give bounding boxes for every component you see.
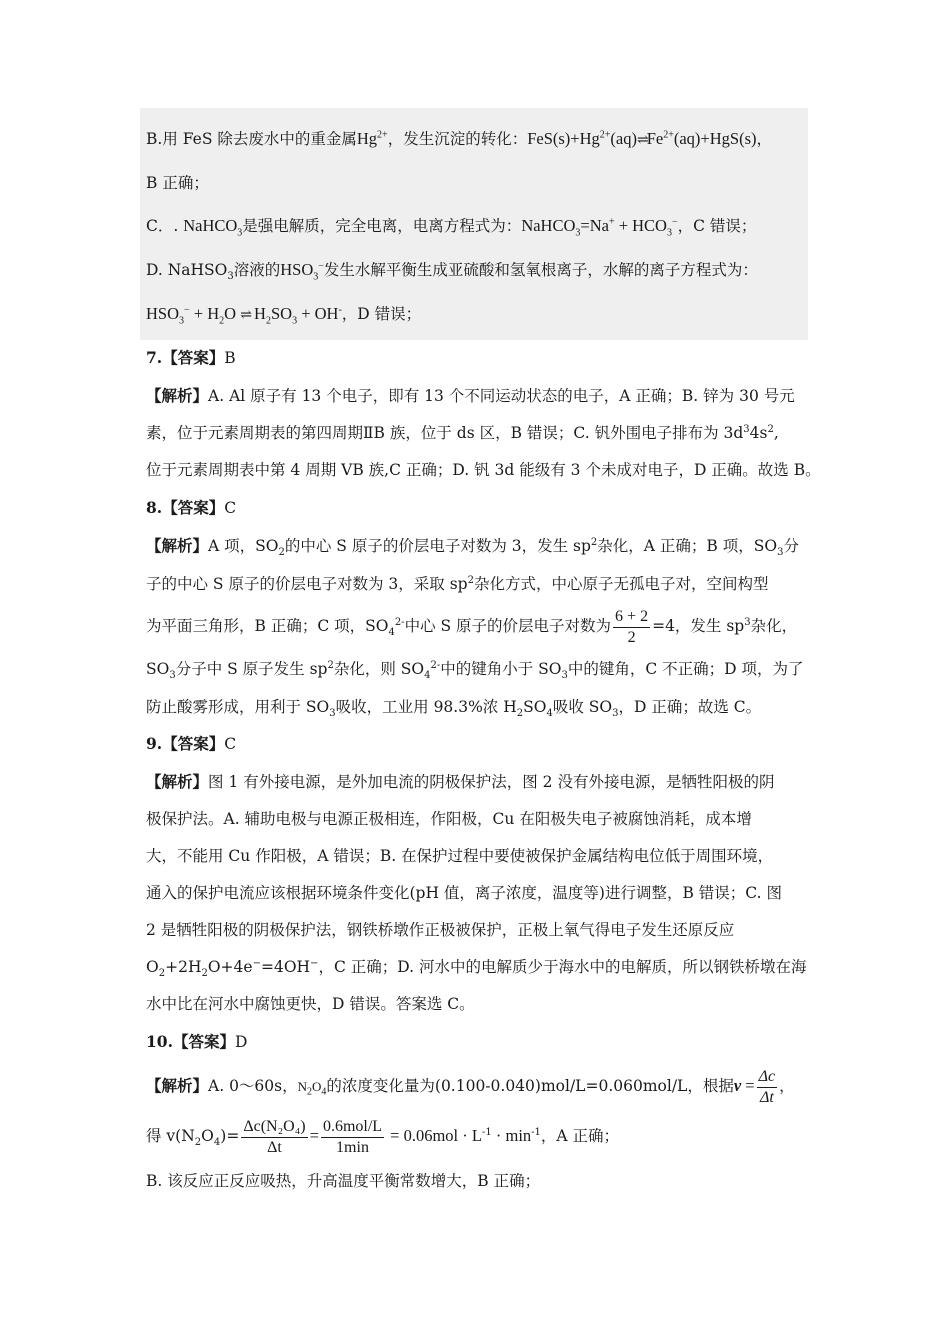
- q8-analysis-line2: 子的中心 S 原子的价层电子对数为 3，采取 $sp^2$杂化方式，中心原子无孤电子对，空间构型: [146, 574, 769, 593]
- text: 溶液的: [233, 261, 281, 279]
- text: 发生水解平衡生成亚硫酸和氢氧根离子，水解的离子方程式为：: [323, 261, 758, 279]
- text: · min: [491, 1126, 532, 1145]
- answer-label: 【答案】: [172, 1032, 235, 1051]
- text: ，D 错误；: [341, 305, 422, 323]
- answer-value: C: [224, 499, 237, 517]
- text: 中的键角小于 SO: [440, 660, 562, 678]
- fraction-delta-c: [241, 1117, 307, 1158]
- answer-value: D: [234, 1033, 248, 1051]
- text: 的中心 S 原子的价层电子对数为 3，发生 sp: [284, 537, 591, 555]
- answer-value: B: [224, 349, 236, 367]
- text: SO: [146, 660, 170, 678]
- q9-analysis-line6: $O_2+2H_2O+4e^-=4OH^-$，C 正确；D. 河水中的电解质少于海水中的电解质，所以钢铁桥墩在海: [146, 957, 807, 980]
- text: O+4e: [207, 958, 253, 976]
- text: 中的键角，C 不正确；D 项，为了: [567, 660, 804, 678]
- q8-analysis-line3: 为平面三角形，B 正确；C 项，$SO_4^{2-}$中心 S 原子的价层电子对数为 $\frac{6 + 2}{2}$ =4，发生 $sp^3$杂化，: [146, 607, 798, 646]
- text: +2H: [165, 958, 202, 976]
- text: 4s: [749, 424, 768, 442]
- q7-analysis-line1: [146, 385, 795, 407]
- fraction-value: [321, 1117, 384, 1158]
- answer-label: 【答案】: [162, 734, 225, 753]
- fraction-denominator: Δt: [267, 1138, 282, 1156]
- text: O: [201, 1127, 214, 1145]
- text: 防止酸雾形成，用利于 SO: [146, 698, 330, 716]
- fraction-rate: $\frac{\Delta c}{\Delta t}$: [758, 1067, 776, 1106]
- option-d-equation: $HSO_3^- + H_2O$ ⇌ $H_2SO_3 + OH^-$，D 错误；: [146, 304, 422, 327]
- question-number: 8.: [146, 498, 163, 517]
- text: = 0.06mol · L: [386, 1126, 482, 1145]
- text: 的浓度变化量为(0.100-0.040)mol/L=0.060mol/L，根据: [326, 1077, 734, 1095]
- answer-label: 【答案】: [162, 498, 225, 517]
- answer-label: 【答案】: [162, 348, 225, 367]
- option-b-line: B.用 FeS 除去废水中的重金属$Hg^{2+}$，发生沉淀的转化：$FeS(s)+Hg^{2+}(aq)\rightleftharpoons Fe^{2+}(aq)+HgS(s)$，: [146, 129, 772, 148]
- q10-analysis-line3: B. 该反应正反应吸热，升高温度平衡常数增大，B 正确；: [146, 1172, 541, 1190]
- text: 中心 S 原子的价层电子对数为: [404, 617, 612, 635]
- text: 是强电解质，完全电离，电离方程式为：: [242, 217, 522, 235]
- text: )=: [220, 1127, 240, 1145]
- text: 分子中 S 原子发生 sp: [175, 660, 328, 678]
- text: ，D 正确；故选 C。: [618, 698, 762, 716]
- text: 杂化，: [750, 617, 798, 635]
- q9-answer-header: [146, 733, 236, 755]
- question-number: 7.: [146, 348, 163, 367]
- q8-analysis-line4: $SO_3$分子中 S 原子发生 $sp^2$杂化，则 $SO_4^{2-}$中的键角小于 $SO_3$中的键角，C 不正确；D 项，为了: [146, 659, 804, 682]
- text: A. Al 原子有 13 个电子，即有 13 个不同运动状态的电子，A 正确；B. 锌为 30 号元: [208, 387, 795, 405]
- question-number: 9.: [146, 734, 163, 753]
- text: D. NaHSO: [146, 261, 228, 279]
- text: ，: [756, 130, 772, 148]
- text: 杂化方式，中心原子无孤电子对，空间构型: [473, 575, 769, 593]
- q9-analysis-line3: 大，不能用 Cu 作阳极，A 错误；B. 在保护过程中要使被保护金属结构电位低于周围环境，: [146, 847, 774, 865]
- q9-analysis-line7: 水中比在河水中腐蚀更快，D 错误。答案选 C。: [146, 995, 475, 1013]
- text: 杂化，A 正确；B 项，SO: [597, 537, 778, 555]
- text: ，发生沉淀的转化：: [387, 130, 528, 148]
- q9-analysis-line2: 极保护法。A. 辅助电极与电源正极相连，作阳极，Cu 在阳极失电子被腐蚀消耗，成本增: [146, 810, 752, 828]
- analysis-label: 【解析】: [146, 536, 209, 555]
- text: 素，位于元素周期表的第四周期ⅡB 族，位于 ds 区，B 错误；C. 钒外围电子排布为 3d: [146, 424, 744, 442]
- q8-answer-header: [146, 497, 236, 519]
- text: ，C 错误；: [677, 217, 757, 235]
- text: 吸收，工业用 98.3%浓 H: [335, 698, 517, 716]
- fraction-numerator: 0.6mol/L: [321, 1117, 384, 1138]
- text: A. 0～60s，: [208, 1077, 298, 1095]
- q9-analysis-line1: [146, 771, 774, 793]
- text: O: [146, 958, 159, 976]
- text: ,: [773, 424, 779, 442]
- option-b-line2: B 正确；: [146, 174, 209, 192]
- text: ，C 正确；D. 河水中的电解质少于海水中的电解质，所以钢铁桥墩在海: [318, 958, 807, 976]
- text: C．.: [146, 217, 184, 235]
- text: 为平面三角形，B 正确；C 项，SO: [146, 617, 389, 635]
- text: ，: [779, 1077, 795, 1095]
- text: =4，发生 sp: [652, 617, 745, 635]
- q7-answer-header: [146, 347, 236, 369]
- text: 图 1 有外接电源，是外加电流的阴极保护法，图 2 没有外接电源，是牺牲阳极的阴: [208, 773, 775, 791]
- text: 杂化，则 SO: [333, 660, 425, 678]
- fraction-numerator: 6 + 2: [613, 607, 650, 628]
- text: A 项，SO: [208, 537, 279, 555]
- q7-analysis-line3: 位于元素周期表中第 4 周期 VB 族,C 正确；D. 钒 3d 能级有 3 个未成对电子，D 正确。故选 B。: [146, 461, 821, 479]
- question-number: 10.: [146, 1032, 173, 1051]
- q7-analysis-line2: 素，位于元素周期表的第四周期ⅡB 族，位于 ds 区，B 错误；C. 钒外围电子排布为 $3d^34s^2$,: [146, 423, 779, 442]
- text: SO: [523, 698, 547, 716]
- q9-analysis-line5: 2 是牺牲阳极的阴极保护法，钢铁桥墩作正极被保护，正极上氧气得电子发生还原反应: [146, 921, 735, 939]
- analysis-label: 【解析】: [146, 386, 209, 405]
- fraction-denominator: 1min: [336, 1138, 369, 1156]
- text: ，A 正确；: [540, 1127, 620, 1145]
- text: B.用 FeS 除去废水中的重金属: [146, 130, 357, 148]
- fraction: [613, 607, 650, 648]
- text: 子的中心 S 原子的价层电子对数为 3，采取 sp: [146, 575, 468, 593]
- option-d-line: D. NaHSO$_3$溶液的$HSO_3^-$发生水解平衡生成亚硫酸和氢氧根离子，水解的离子方程式为：: [146, 260, 758, 283]
- analysis-label: 【解析】: [146, 1076, 209, 1095]
- q10-answer-header: [146, 1031, 247, 1053]
- q9-analysis-line4: 通入的保护电流应该根据环境条件变化(pH 值，离子浓度，温度等)进行调整，B 错误；C. 图: [146, 884, 782, 902]
- q10-analysis-line2: 得 $v(N_2O_4)=$ $\frac{\text{Δc(N₂O₄)}}{\Delta t}$ = $\frac{\text{0.6mol/L}}{1\min}$ = $0.06mol \cdot L^{-1} \cdot \min^{-1}$，A 正确；: [146, 1117, 620, 1156]
- text: 得 v(N: [146, 1127, 195, 1145]
- q10-analysis-line1: 【解析】A. 0～60s，$N_2O_4$的浓度变化量为(0.100-0.040)mol/L=0.060mol/L，根据v = $\frac{\Delta c}{\Delta t}$ ，: [146, 1067, 795, 1106]
- q8-analysis-line5: 防止酸雾形成，用利于 $SO_3$吸收，工业用 98.3%浓 $H_2SO_4$吸收 $SO_3$，D 正确；故选 C。: [146, 698, 762, 720]
- q8-analysis-line1: 【解析】A 项，$SO_2$的中心 S 原子的价层电子对数为 3，发生 $sp^2$杂化，A 正确；B 项，$SO_3$分: [146, 536, 799, 559]
- text: 吸收 SO: [552, 698, 613, 716]
- fraction-denominator: 2: [627, 628, 636, 646]
- text: 分: [783, 537, 799, 555]
- option-c-line: C．. NaHCO$_3$是强电解质，完全电离，电离方程式为：NaHCO$_3$=Na+ + $HCO_3^-$，C 错误；: [146, 216, 757, 239]
- fraction-numerator: Δc(N₂O₄): [241, 1117, 307, 1138]
- analysis-label: 【解析】: [146, 772, 209, 791]
- text: =4OH: [260, 958, 311, 976]
- answer-value: C: [224, 735, 237, 753]
